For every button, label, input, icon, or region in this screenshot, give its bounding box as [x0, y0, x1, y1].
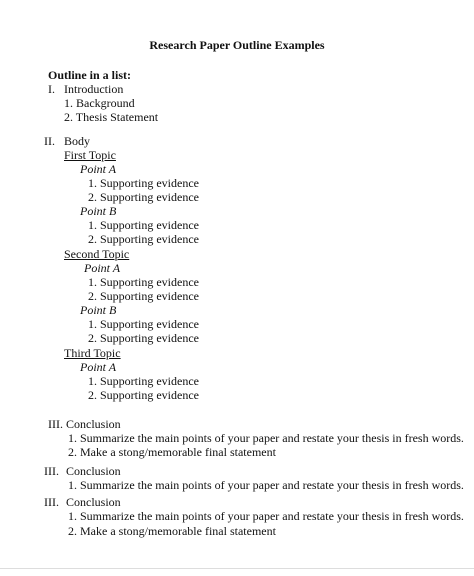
section-numeral: III. — [44, 464, 59, 478]
list-item: 2. Make a stong/memorable final statement — [68, 524, 276, 538]
page-title: Research Paper Outline Examples — [149, 38, 325, 52]
section-label: Body — [64, 134, 91, 148]
outline-heading: Outline in a list: — [48, 68, 132, 82]
list-item: 1. Supporting evidence — [88, 317, 199, 331]
point-label: Point B — [80, 303, 117, 317]
list-item: 1. Summarize the main points of your paper and restate your thesis in fresh words. — [68, 509, 464, 523]
topic-heading: First Topic — [64, 148, 116, 162]
list-item: 1. Background — [64, 96, 135, 110]
section-numeral: III. — [44, 495, 59, 509]
list-item: 2. Make a stong/memorable final statement — [68, 445, 276, 459]
point-label: Point A — [80, 360, 117, 374]
topic-heading: Third Topic — [64, 346, 121, 360]
page-bottom-rule — [0, 568, 474, 569]
section-numeral: II. — [44, 134, 55, 148]
list-item: 2. Supporting evidence — [88, 289, 199, 303]
list-item: 2. Supporting evidence — [88, 331, 199, 345]
section-numeral: I. — [48, 82, 55, 96]
list-item: 2. Supporting evidence — [88, 190, 199, 204]
section-label: Conclusion — [66, 464, 121, 478]
list-item: 1. Supporting evidence — [88, 176, 199, 190]
section-label: Conclusion — [66, 417, 121, 431]
point-label: Point B — [80, 204, 117, 218]
list-item: 1. Supporting evidence — [88, 275, 199, 289]
section-label: Introduction — [64, 82, 124, 96]
list-item: 2. Supporting evidence — [88, 232, 199, 246]
point-label: Point A — [84, 261, 121, 275]
list-item: 1. Summarize the main points of your paper and restate your thesis in fresh words. — [68, 478, 464, 492]
section-numeral: III. — [48, 417, 63, 431]
section-label: Conclusion — [66, 495, 121, 509]
list-item: 1. Supporting evidence — [88, 218, 199, 232]
list-item: 1. Supporting evidence — [88, 374, 199, 388]
list-item: 2. Thesis Statement — [64, 110, 159, 124]
list-item: 2. Supporting evidence — [88, 388, 199, 402]
topic-heading: Second Topic — [64, 247, 130, 261]
point-label: Point A — [80, 162, 117, 176]
list-item: 1. Summarize the main points of your paper and restate your thesis in fresh words. — [68, 431, 464, 445]
